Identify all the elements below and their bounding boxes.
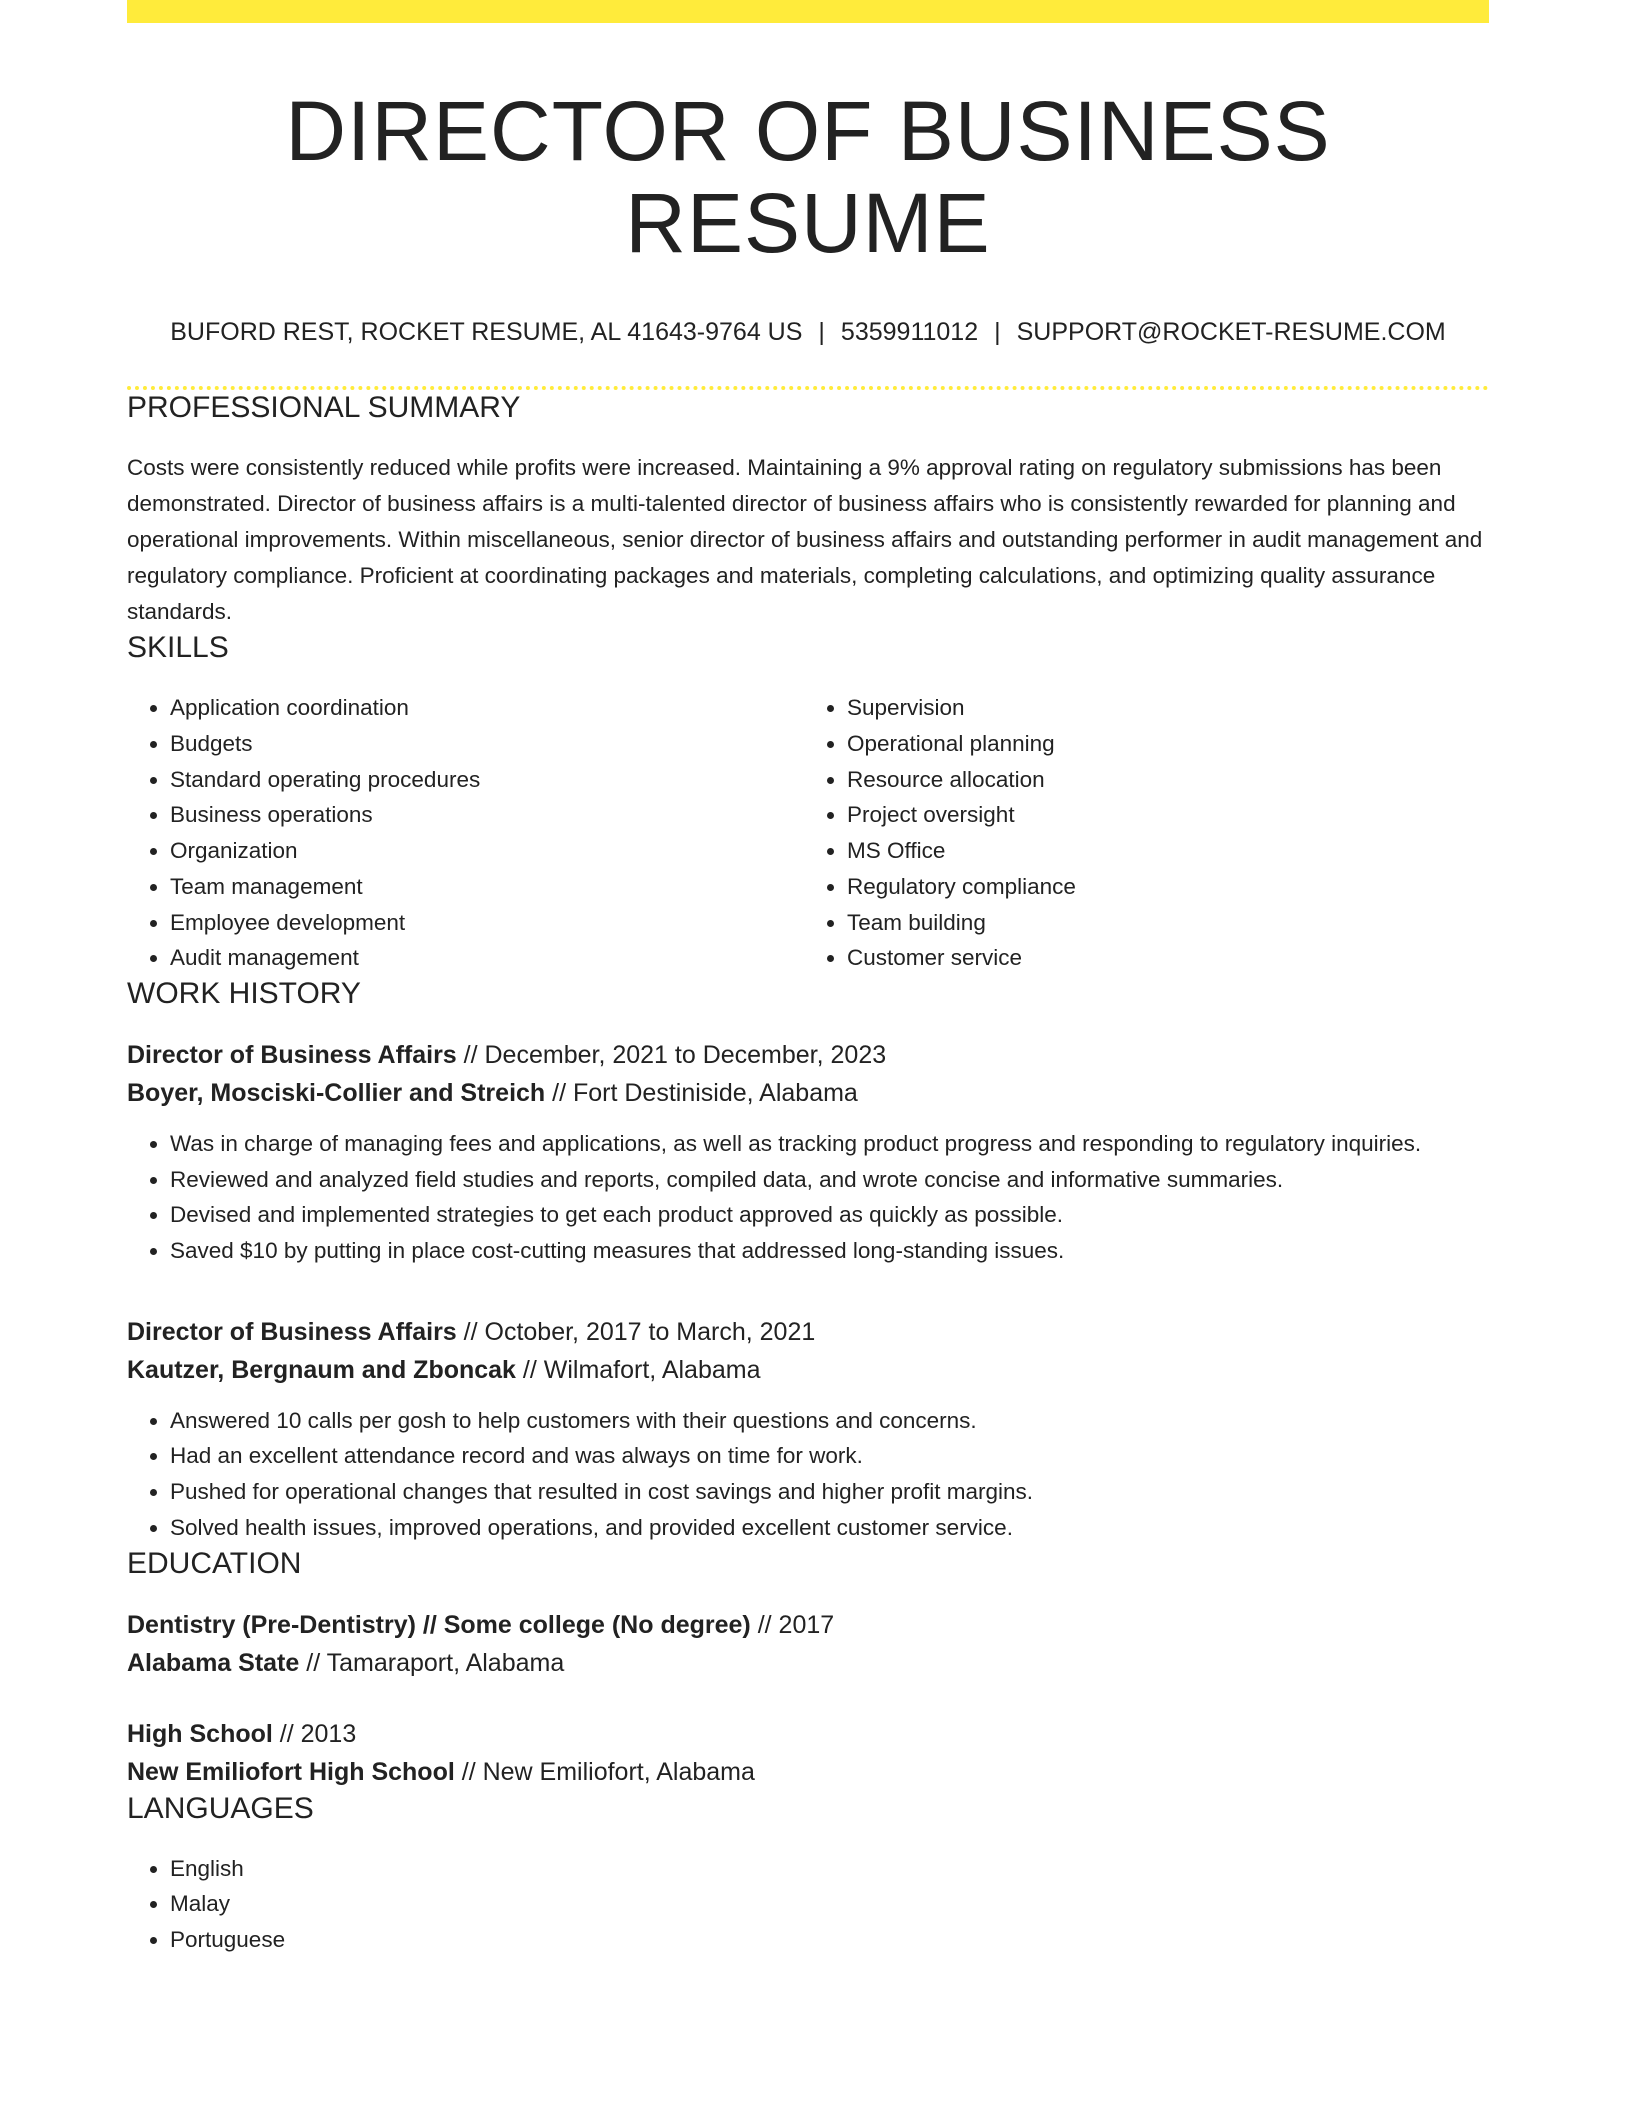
skill-item: • Customer service <box>847 940 1477 976</box>
skill-item: • Team management <box>170 869 800 905</box>
education-entry <box>127 1606 1489 1682</box>
skill-item: • Application coordination <box>170 690 800 726</box>
contact-separator: | <box>994 317 1001 346</box>
languages-list <box>127 1851 1489 1958</box>
language-item: • English <box>170 1851 1489 1887</box>
skill-item: • MS Office <box>847 833 1477 869</box>
skill-item: • Business operations <box>170 797 800 833</box>
job-bullet: • Had an excellent attendance record and was always on time for work. <box>170 1438 1489 1474</box>
job-title-line <box>127 1036 1489 1074</box>
education-year: // 2017 <box>750 1610 835 1639</box>
job-dates: // October, 2017 to March, 2021 <box>456 1317 816 1346</box>
skills-list <box>127 690 1489 976</box>
skills-heading: SKILLS <box>127 631 229 665</box>
job-title-line <box>127 1313 1489 1351</box>
education-entry <box>127 1715 1489 1791</box>
skill-item: • Resource allocation <box>847 762 1477 798</box>
contact-email: SUPPORT@ROCKET-RESUME.COM <box>1016 317 1446 346</box>
job-bullet: • Answered 10 calls per gosh to help customers with their questions and concerns. <box>170 1403 1489 1439</box>
contact-line <box>127 316 1489 349</box>
skill-item: • Regulatory compliance <box>847 869 1477 905</box>
education-location: // New Emiliofort, Alabama <box>454 1757 755 1786</box>
skill-item: • Organization <box>170 833 800 869</box>
job-bullet: • Reviewed and analyzed field studies and reports, compiled data, and wrote concise and informative summaries. <box>170 1162 1489 1198</box>
education-heading: EDUCATION <box>127 1546 302 1580</box>
summary-text: Costs were consistently reduced while profits were increased. Maintaining a 9% approval rating on regulatory submissions has been demonstrated. Director of business affairs is a multi-talented director of business affairs who is consistently rewarded for planning and operational improvements. Within miscellaneous, senior director of business affairs and outstanding performer in audit management and regulatory compliance. Proficient at coordinating packages and materials, completing calculations, and optimizing quality assurance standards. <box>127 455 1483 625</box>
job-entry <box>127 1313 1489 1546</box>
education-school: Alabama State <box>127 1648 300 1677</box>
skill-item: • Employee development <box>170 905 800 941</box>
job-company: Kautzer, Bergnaum and Zboncak <box>127 1355 516 1384</box>
accent-top-bar <box>127 0 1489 23</box>
contact-address: BUFORD REST, ROCKET RESUME, AL 41643-9764 US <box>170 317 803 346</box>
job-location: // Wilmafort, Alabama <box>515 1355 761 1384</box>
job-title: Director of Business Affairs <box>127 1317 457 1346</box>
education-degree: High School <box>127 1719 273 1748</box>
summary-heading: PROFESSIONAL SUMMARY <box>127 391 521 425</box>
job-company: Boyer, Mosciski-Collier and Streich <box>127 1078 546 1107</box>
contact-phone: 5359911012 <box>840 317 979 346</box>
work-history-heading: WORK HISTORY <box>127 976 361 1010</box>
resume-page <box>127 0 1489 1958</box>
contact-separator: | <box>818 317 825 346</box>
job-company-line <box>127 1074 1489 1112</box>
education-school-line <box>127 1644 1489 1682</box>
education-year: // 2013 <box>272 1719 357 1748</box>
skill-item: • Operational planning <box>847 726 1477 762</box>
skill-item: • Team building <box>847 905 1477 941</box>
job-bullet: • Saved $10 by putting in place cost-cutting measures that addressed long-standing issues. <box>170 1233 1489 1269</box>
education-degree-line <box>127 1715 1489 1753</box>
job-bullet: • Solved health issues, improved operations, and provided excellent customer service. <box>170 1510 1489 1546</box>
job-dates: // December, 2021 to December, 2023 <box>456 1040 887 1069</box>
job-location: // Fort Destiniside, Alabama <box>545 1078 858 1107</box>
languages-heading: LANGUAGES <box>127 1791 314 1825</box>
skill-item: • Budgets <box>170 726 800 762</box>
resume-title: DIRECTOR OF BUSINESS RESUME <box>285 84 1331 271</box>
skills-column-right <box>800 690 1477 976</box>
language-item: • Portuguese <box>170 1922 1489 1958</box>
education-location: // Tamaraport, Alabama <box>299 1648 565 1677</box>
job-bullets <box>127 1403 1489 1546</box>
skill-item: • Supervision <box>847 690 1477 726</box>
education-degree: Dentistry (Pre-Dentistry) // Some college (No degree) <box>127 1610 751 1639</box>
education-degree-line <box>127 1606 1489 1644</box>
skill-item: • Project oversight <box>847 797 1477 833</box>
job-title: Director of Business Affairs <box>127 1040 457 1069</box>
job-bullet: • Pushed for operational changes that resulted in cost savings and higher profit margins. <box>170 1474 1489 1510</box>
job-company-line <box>127 1351 1489 1389</box>
job-bullet: • Was in charge of managing fees and applications, as well as tracking product progress and responding to regulatory inquiries. <box>170 1126 1489 1162</box>
job-bullet: • Devised and implemented strategies to get each product approved as quickly as possible. <box>170 1197 1489 1233</box>
language-item: • Malay <box>170 1886 1489 1922</box>
skill-item: • Standard operating procedures <box>170 762 800 798</box>
job-entry <box>127 1036 1489 1269</box>
skill-item: • Audit management <box>170 940 800 976</box>
education-school: New Emiliofort High School <box>127 1757 455 1786</box>
job-bullets <box>127 1126 1489 1269</box>
skills-column-left <box>127 690 800 976</box>
education-school-line <box>127 1753 1489 1791</box>
